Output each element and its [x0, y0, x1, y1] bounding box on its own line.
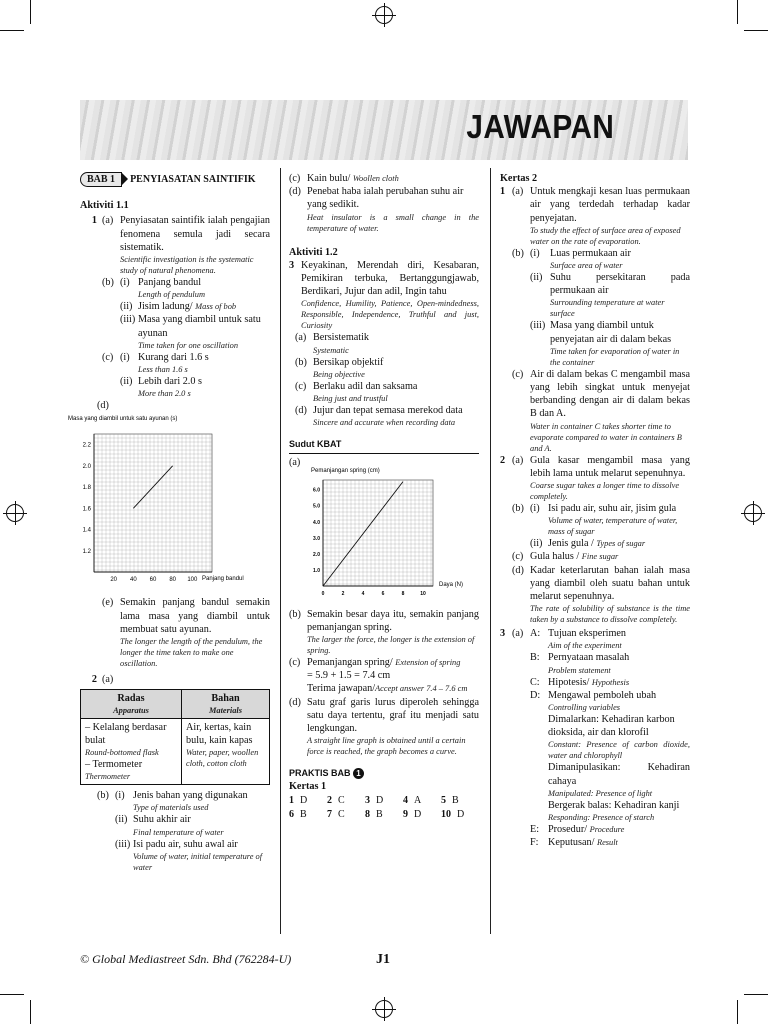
column-divider: [280, 168, 281, 934]
apparatus-table: [80, 689, 270, 785]
answer-2d: (d) Penebat haba ialah perubahan suhu air yang sedikit. Heat insulator is a small change in the temperature of water.: [289, 186, 479, 233]
table-row: – Kelalang berdasar bulat Round-bottomed flask – Termometer Thermometer Air, kertas, kain bulu, kain kapas Water, paper, woollen cloth, cotton cloth: [81, 719, 270, 785]
x-tick-label: 8: [401, 590, 405, 597]
registration-mark-icon: [744, 504, 762, 522]
y-tick-label: 1.0: [313, 567, 320, 574]
crop-mark: [30, 0, 31, 24]
kertas-1-heading: Kertas 1: [289, 781, 327, 793]
registration-mark-icon: [375, 6, 393, 24]
sudut-kbat-heading: Sudut KBAT: [289, 438, 479, 454]
crop-mark: [0, 30, 24, 31]
crop-mark: [737, 1000, 738, 1024]
mcq-answer: 7 C: [327, 808, 345, 820]
mcq-answer: 3 D: [365, 794, 384, 806]
kertas-2-heading: Kertas 2: [500, 173, 538, 184]
x-axis-label: Daya (N): [439, 581, 464, 588]
answer-1d: (d): [97, 400, 109, 412]
y-tick-label: 2.0: [313, 551, 320, 558]
kbat-a: (a): [289, 457, 301, 469]
k2-answer-1b: (b) (i) Luas permukaan air Surface area of water (ii) Suhu persekitaran pada permukaan air Surrounding temperature at water surface (iii) Masa yang diambil untuk penyejatan air di dalam bekas Time taken for evaporation of water in the container: [512, 247, 690, 367]
answer-2a: 2 (a): [91, 674, 114, 686]
mcq-answer: 2 C: [327, 794, 345, 806]
y-tick-label: 1.6: [82, 506, 91, 513]
y-tick-label: 3.0: [313, 535, 320, 542]
answer-3: 3 Keyakinan, Merendah diri, Kesabaran, Pemikiran terbuka, Bertanggungjawab, Berdikari, Jujur dan adil, Ingin tahu Confidence, Humility, Patience, Open-mindedness, Responsible, Independence, Truthful and just, Curiosity: [289, 259, 479, 331]
spring-graph: [289, 458, 479, 608]
x-tick-label: 20: [110, 577, 118, 584]
page-number: J1: [376, 952, 390, 967]
mcq-answer: 4 A: [403, 794, 422, 806]
praktis-heading: PRAKTIS BAB 1: [289, 767, 479, 780]
crop-mark: [30, 1000, 31, 1024]
page-title: JAWAPAN: [466, 108, 614, 145]
y-tick-label: 1.4: [82, 527, 91, 534]
mcq-answer: 6 B: [289, 808, 307, 820]
k2-answer-1c: (c) Air di dalam bekas C mengambil masa yang lebih singkat untuk menyejat berbanding dengan air di dalam bekas B dan A. Water in container C takes shorter time to evaporate compared to water in containers B and A.: [512, 368, 690, 453]
aktiviti-heading: Aktiviti 1.1: [80, 200, 129, 212]
answer-1c: (c) (i) Kurang dari 1.6 s Less than 1.6 s (ii) Lebih dari 2.0 s More than 2.0 s: [102, 351, 209, 399]
chapter-tag: BAB 1: [80, 172, 122, 187]
answer-1b: (b) (i) Panjang bandul Length of pendulum (ii) Jisim ladung/ Mass of bob (iii) Masa yang diambil untuk satu ayunan Time taken for one oscillation: [102, 277, 261, 350]
copyright-footer: © Global Mediastreet Sdn. Bhd (762284-U): [80, 952, 292, 966]
column-1: [68, 172, 270, 873]
x-tick-label: 100: [187, 577, 198, 584]
k2-answer-2a: 2 (a) Gula kasar mengambil masa yang lebih lama untuk melarut sepenuhnya. Coarse sugar takes a longer time to dissolve completely.: [500, 454, 690, 502]
kbat-b: (b) Semakin besar daya itu, semakin panjang pemanjangan spring. The larger the force, the longer is the extension of spring.: [289, 608, 479, 656]
crop-mark: [737, 0, 738, 24]
answer-2b: (b) (i) Jenis bahan yang digunakan Type of materials used (ii) Suhu akhir air Final temperature of water (iii) Isi padu air, suhu awal air Volume of water, initial temperature of water: [97, 790, 263, 872]
registration-mark-icon: [6, 504, 24, 522]
y-tick-label: 2.2: [82, 443, 91, 450]
chapter-number-badge: 1: [353, 768, 364, 779]
x-tick-label: 10: [420, 590, 426, 597]
y-tick-label: 1.8: [82, 485, 91, 492]
k2-answer-3a: 3 (a) A: Tujuan eksperimen Aim of the experiment B: Pernyataan masalah Problem statement C: Hipotesis/ Hypothesis D: Mengawal pemboleh ubah Controlling variables Dimalarkan: Kehadiran karbon dioksida, air dan klorofil Constant: Presence of carbon dioxide, water and chlorophyll Dimanipulasikan: Kehadiran cahaya Manipulated: Presence of light Bergerak balas: Kehadiran kanji Responding: Presence of starch E: Prosedur/ Procedure F: Keputusan/ Result: [500, 628, 690, 849]
y-tick-label: 5.0: [313, 503, 320, 510]
y-tick-label: 2.0: [82, 464, 91, 471]
column-divider: [490, 168, 491, 934]
chapter-title: PENYIASATAN SAINTIFIK: [130, 174, 256, 185]
mcq-answer: 1 D: [289, 794, 308, 806]
x-tick-label: 4: [361, 590, 365, 597]
column-2: [289, 172, 479, 822]
mcq-answer: 9 D: [403, 808, 422, 820]
x-axis-label: Panjang bandul: [202, 576, 244, 583]
column-3: [500, 172, 690, 850]
registration-mark-icon: [375, 1000, 393, 1018]
y-tick-label: 4.0: [313, 519, 320, 526]
kbat-c: (c) Pemanjangan spring/ Extension of spring = 5.9 + 1.5 = 7.4 cm Terima jawapan/Accept answer 7.4 – 7.6 cm: [289, 657, 468, 695]
x-tick-label: 40: [129, 577, 137, 584]
crop-mark: [744, 994, 768, 995]
k2-answer-2b: (b) (i) Isi padu air, suhu air, jisim gula Volume of water, temperature of water, mass of sugar (ii) Jenis gula / Types of sugar: [512, 503, 678, 550]
x-tick-label: 2: [341, 590, 345, 597]
crop-mark: [0, 994, 24, 995]
plot-area: [94, 434, 212, 572]
x-tick-label: 0: [321, 590, 325, 597]
k2-answer-2d: (d) Kadar keterlarutan bahan ialah masa yang diambil oleh suatu bahan untuk melarut sepenuhnya. The rate of solubility of substance is the time taken by a substance to dissolve completely.: [512, 564, 690, 625]
x-tick-label: 6: [381, 590, 385, 597]
pendulum-graph: [66, 412, 256, 592]
k2-answer-1a: 1 (a) Untuk mengkaji kesan luas permukaan air yang terdedah terhadap kadar penyejatan. To study the effect of surface area of exposed water on the rate of evaporation.: [500, 186, 690, 246]
table-header: Radas Apparatus: [81, 690, 182, 719]
mcq-answers: [289, 794, 479, 822]
crop-mark: [744, 30, 768, 31]
x-tick-label: 60: [149, 577, 157, 584]
y-tick-label: 6.0: [313, 487, 320, 494]
y-axis-label: Masa yang diambil untuk satu ayunan (s): [68, 416, 178, 423]
y-axis-label: Pemanjangan spring (cm): [311, 467, 380, 474]
answer-3-parts: (a) Bersistematik Systematic (b) Bersikap objektif Being objective (c) Berlaku adil dan saksama Being just and trustful (d) Jujur dan tepat semasa merekod data Sincere and accurate when recording data: [295, 332, 463, 428]
answer-2c: (c) Kain bulu/ Woollen cloth: [289, 173, 399, 184]
title-banner: [80, 100, 688, 160]
chapter-heading: [80, 172, 270, 187]
mcq-answer: 8 B: [365, 808, 383, 820]
x-tick-label: 80: [169, 577, 177, 584]
answer-1e: (e) Semakin panjang bandul semakin lama masa yang diambil untuk membuat satu ayunan. The longer the length of the pendulum, the longer the time taken to make one oscillation.: [102, 597, 270, 669]
table-header: Bahan Materials: [182, 690, 270, 719]
aktiviti-heading: Aktiviti 1.2: [289, 246, 338, 258]
answer-1a: 1 (a) Penyiasatan saintifik ialah pengajian fenomena semula jadi secara sistematik. Scientific investigation is the systematic study of natural phenomena.: [91, 215, 270, 276]
mcq-answer: 5 B: [441, 794, 459, 806]
k2-answer-2c: (c) Gula halus / Fine sugar: [512, 551, 619, 563]
mcq-answer: 10 D: [441, 808, 465, 820]
kbat-d: (d) Satu graf garis lurus diperoleh sehingga satu daya tertentu, graf itu menjadi satu lengkungan. A straight line graph is obtained until a certain force is reached, the graph becomes a curve.: [289, 696, 479, 757]
y-tick-label: 1.2: [82, 549, 91, 556]
